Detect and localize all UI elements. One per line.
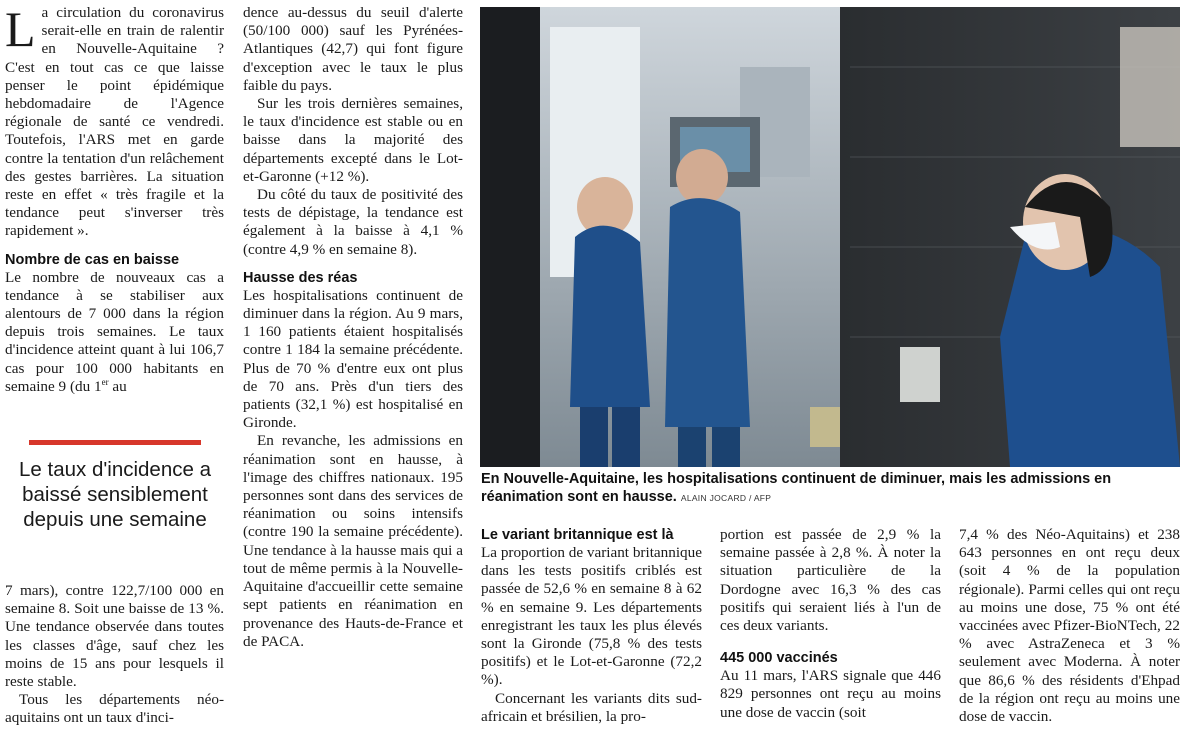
article-column-5 <box>959 526 1180 726</box>
intro-paragraph: a circulation du coronavirus serait-elle en train de ralentir en Nouvelle-Aquitaine ? C'est en tout cas ce que laisse penser le point épidémique hebdomadaire de l'Agence régionale de santé ce vendredi. Toutefois, l'ARS met en garde contre la tentation d'un relâchement des gestes barrières. La situation reste en effet « très fragile et la tendance peut s'inverser très rapidement ». <box>5 4 224 240</box>
subheading-icu: Hausse des réas <box>243 269 358 286</box>
photo-credit: ALAIN JOCARD / AFP <box>680 493 772 503</box>
paragraph-british-variant: La proportion de variant britannique dans les tests positifs criblés est passée de 52,6 % en semaine 8 à 62 % en semaine 9. Les départements enregistrant les taux les plus élevés sont la Gironde (75,8 % des tests positifs) et le Lot-et-Garonne (72,2 %). <box>481 544 702 689</box>
article-column-2 <box>243 4 463 651</box>
hospital-photo <box>480 7 1180 467</box>
paragraph-other-variants: Concernant les variants dits sud-africain et brésilien, la pro- <box>481 689 702 725</box>
pull-quote-rule <box>29 440 201 445</box>
subheading-vaccinated: 445 000 vaccinés <box>720 650 838 667</box>
article-column-4 <box>720 526 941 722</box>
photo-caption <box>481 470 1181 507</box>
subheading-cases: Nombre de cas en baisse <box>5 251 180 268</box>
article-column-1-bottom <box>5 582 224 728</box>
paragraph-vaccination: Au 11 mars, l'ARS signale que 446 829 personnes ont reçu au moins une dose de vaccin (soit <box>720 667 941 721</box>
pull-quote <box>10 440 220 532</box>
paragraph-departments: Tous les départements néo-aquitains ont un taux d'inci- <box>5 691 224 727</box>
paragraph-icu-admissions: En revanche, les admissions en réanimation sont en hausse, à l'image des chiffres nationaux. 195 personnes sont dans des services de réanimation ou soins intensifs (contre 190 la semaine précédente). Une tendance à la hausse mais qui a tout de même permis à la Nouvelle-Aquitaine d'accueillir cette semaine sept patients en réanimation en provenance des Hauts-de-France et de PACA. <box>243 432 463 650</box>
caption-text: En Nouvelle-Aquitaine, les hospitalisations continuent de diminuer, mais les admissions en réanimation sont en hausse. <box>481 471 1112 505</box>
paragraph-decline: 7 mars), contre 122,7/100 000 en semaine 8. Soit une baisse de 13 %. Une tendance observée dans toutes les classes d'âge, sauf chez les moins de 15 ans pour lesquels il reste stable. <box>5 582 224 691</box>
hospital-photo-illustration <box>480 7 1180 467</box>
pull-quote-text: Le taux d'incidence a baissé sensiblement depuis une semaine <box>19 458 211 531</box>
article-column-1 <box>5 1 224 396</box>
paragraph-cases: Le nombre de nouveaux cas a tendance à se stabiliser aux alentours de 7 000 dans la région depuis trois semaines. Le taux d'incidence atteint quant à lui 106,7 cas pour 100 000 habitants en semaine 9 (du 1er au <box>5 268 224 395</box>
subheading-british-variant: Le variant britannique est là <box>481 527 674 543</box>
paragraph-threshold: dence au-dessus du seuil d'alerte (50/100 000) sauf les Pyrénées-Atlantiques (42,7) qui font figure d'exception avec le taux le plus faible du pays. <box>243 4 463 94</box>
paragraph-vaccine-details: 7,4 % des Néo-Aquitains) et 238 643 personnes en ont reçu deux (soit 4 % de la population régionale). Parmi celles qui ont reçu au moins une dose, 75 % ont été vaccinées avec Pfizer-BioNTech, 22 % avec AstraZeneca et 3 % seulement avec Moderna. À noter que 86,6 % des résidents d'Ehpad de la région ont reçu au moins une dose de vaccin. <box>959 526 1180 726</box>
paragraph-positivity: Du côté du taux de positivité des tests de dépistage, la tendance est également à la baisse à 4,1 % (contre 4,9 % en semaine 8). <box>243 186 463 258</box>
paragraph-three-weeks: Sur les trois dernières semaines, le taux d'incidence est stable ou en baisse dans la majorité des départements excepté dans le Lot-et-Garonne (+12 %). <box>243 95 463 185</box>
article-column-3 <box>481 526 702 726</box>
paragraph-variant-proportion: portion est passée de 2,9 % la semaine passée à 2,8 %. À noter la situation particulière de la Dordogne avec 16,3 % des cas positifs qui seraient liés à l'un de ces deux variants. <box>720 526 941 635</box>
paragraph-hospitalisations: Les hospitalisations continuent de diminuer dans la région. Au 9 mars, 1 160 patients étaient hospitalisés contre 1 184 la semaine précédente. Plus de 70 % d'entre eux ont plus de 70 ans. Près d'un tiers des patients (32,1 %) est hospitalisé en Gironde. <box>243 286 463 432</box>
drop-cap: L <box>5 1 36 57</box>
